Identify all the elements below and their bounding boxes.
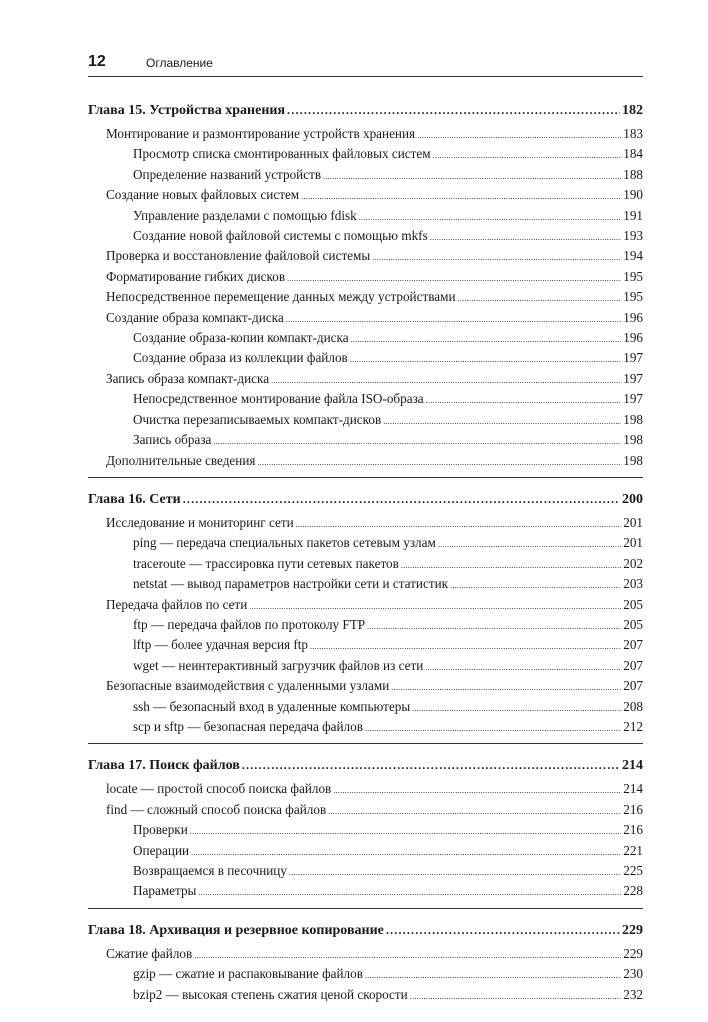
toc-section-title: Запись образа компакт-диска [106, 370, 270, 386]
toc-subsection-title: Создание образа из коллекции файлов [133, 350, 348, 366]
toc-section [88, 288, 643, 308]
page-number: 12 [88, 53, 106, 70]
toc-subsection-title: Очистка перезаписываемых компакт-дисков [133, 411, 382, 427]
chapter-heading [88, 100, 643, 121]
toc-subsection-page: 230 [623, 966, 643, 982]
dot-leader [323, 168, 621, 186]
toc-section-title: Проверка и восстановление файловой системы [106, 248, 371, 264]
toc-section-title: Создание образа компакт-диска [106, 309, 284, 325]
dot-leader [333, 782, 621, 800]
toc-subsection-page: 208 [623, 698, 643, 714]
toc-section-title: Исследование и мониторинг сети [106, 514, 294, 530]
dot-leader [289, 864, 621, 882]
toc-section [88, 309, 643, 329]
toc-subsection [88, 329, 643, 349]
toc-subsection-page: 196 [623, 330, 643, 346]
toc-section [88, 945, 643, 965]
toc-section-page: 196 [623, 309, 643, 325]
dot-leader [359, 209, 621, 227]
toc-subsection [88, 718, 643, 738]
toc-section-title: Сжатие файлов [106, 945, 193, 961]
dot-leader [328, 803, 621, 821]
dot-leader [450, 577, 621, 595]
toc-subsection [88, 390, 643, 410]
toc-subsection-title: Проверки [133, 822, 188, 838]
toc-subsection-page: 201 [623, 535, 643, 551]
dot-leader [386, 920, 620, 940]
toc-section-page: 229 [623, 945, 643, 961]
toc-subsection-title: Просмотр списка смонтированных файловых систем [133, 146, 431, 162]
toc-section [88, 677, 643, 697]
dot-leader [430, 229, 622, 247]
toc-section-title: Создание новых файловых систем [106, 187, 300, 203]
toc-subsection-title: wget — неинтерактивный загрузчик файлов из сети [133, 657, 424, 673]
toc-subsection [88, 616, 643, 636]
toc-subsection-title: Непосредственное монтирование файла ISO-образа [133, 391, 424, 407]
toc-subsection-title: bzip2 — высокая степень сжатия ценой скорости [133, 986, 408, 1002]
dot-leader [183, 489, 620, 509]
toc-subsection-page: 225 [623, 863, 643, 878]
toc-section-page: 194 [623, 248, 643, 264]
toc-section-title: Дополнительные сведения [106, 452, 256, 468]
dot-leader [191, 844, 621, 862]
chapter-section [88, 920, 643, 1011]
chapter-section [88, 755, 643, 908]
toc-section-title: Форматирование гибких дисков [106, 268, 286, 284]
toc-subsection [88, 636, 643, 656]
dot-leader [301, 188, 621, 206]
toc-subsection-page: 197 [623, 350, 643, 366]
toc-subsection-page: 198 [623, 411, 643, 427]
toc-subsection-page: 228 [623, 883, 643, 899]
toc-section-title: find — сложный способ поиска файлов [106, 801, 327, 817]
toc-subsection-title: Параметры [133, 883, 197, 899]
dot-leader [412, 700, 621, 718]
toc-section-title: Непосредственное перемещение данных между устройствами [106, 289, 456, 305]
running-header [88, 52, 643, 77]
chapter-heading-title: Глава 18. Архивация и резервное копирование [88, 922, 384, 938]
toc-section-page: 207 [623, 678, 643, 694]
chapter-heading-page: 182 [622, 103, 643, 118]
toc-section-title: Безопасные взаимодействия с удаленными узлами [106, 678, 390, 694]
dot-leader [410, 988, 621, 1006]
chapter-heading-page: 214 [622, 758, 643, 774]
toc-section-page: 201 [623, 514, 643, 530]
toc-section-page: 214 [623, 781, 643, 797]
toc-subsection-title: Создание образа-копии компакт-диска [133, 330, 349, 346]
toc-section [88, 452, 643, 472]
toc-section-page: 190 [623, 187, 643, 203]
toc-section [88, 514, 643, 534]
dot-leader [286, 311, 622, 329]
dot-leader [310, 638, 621, 656]
toc-section-title: locate — простой способ поиска файлов [106, 781, 332, 797]
dot-leader [425, 659, 621, 677]
dot-leader [367, 618, 621, 636]
toc-subsection-page: 203 [623, 576, 643, 592]
dot-leader [257, 454, 621, 472]
dot-leader [417, 127, 621, 145]
dot-leader [198, 884, 621, 902]
toc-subsection [88, 821, 643, 841]
chapter-section [88, 489, 643, 744]
dot-leader [296, 516, 622, 534]
toc-subsection [88, 227, 643, 247]
toc-subsection-title: gzip — сжатие и распаковывание файлов [133, 966, 363, 982]
toc-section-page: 198 [623, 452, 643, 468]
dot-leader [242, 755, 620, 775]
toc-subsection-page: 205 [623, 616, 643, 632]
toc-subsection [88, 534, 643, 554]
toc-section [88, 801, 643, 821]
toc-subsection-title: Определение названий устройств [133, 166, 322, 182]
toc-subsection-title: ping — передача специальных пакетов сетевым узлам [133, 535, 436, 551]
dot-leader [287, 270, 621, 288]
toc-subsection [88, 986, 643, 1006]
toc-subsection-title: ftp — передача файлов по протоколу FTP [133, 616, 366, 632]
toc-subsection-page: 198 [623, 432, 643, 448]
toc-subsection-title: ssh — безопасный вход в удаленные компьютеры [133, 698, 411, 714]
dot-leader [194, 947, 621, 965]
toc-subsection-page: 232 [623, 986, 643, 1002]
toc-subsection [88, 411, 643, 431]
dot-leader [287, 100, 620, 120]
toc-subsection-page: 207 [623, 637, 643, 653]
toc-subsection-page: 207 [623, 657, 643, 673]
toc-section [88, 247, 643, 267]
toc-subsection-title: Запись образа [133, 432, 212, 448]
chapter-heading-page: 229 [622, 922, 643, 938]
toc-section [88, 125, 643, 145]
toc-section [88, 186, 643, 206]
chapter-heading [88, 489, 643, 510]
toc-subsection-page: 221 [623, 842, 643, 858]
toc-subsection [88, 349, 643, 369]
dot-leader [365, 720, 621, 738]
toc-subsection-title: lftp — более удачная версия ftp [133, 637, 309, 653]
toc-subsection [88, 965, 643, 985]
toc-section-page: 183 [623, 126, 643, 141]
dot-leader [433, 147, 622, 165]
toc-subsection-title: netstat — вывод параметров настройки сети и статистик [133, 576, 449, 592]
chapter-heading-title: Глава 15. Устройства хранения [88, 103, 286, 118]
chapter-heading-title: Глава 17. Поиск файлов [88, 758, 240, 774]
table-of-contents [88, 100, 643, 1022]
toc-subsection-page: 188 [623, 166, 643, 182]
toc-section [88, 370, 643, 390]
chapter-heading [88, 755, 643, 776]
chapter-heading-page: 200 [622, 491, 643, 507]
dot-leader [351, 331, 622, 349]
toc-subsection-page: 212 [623, 718, 643, 734]
toc-subsection-page: 191 [623, 207, 643, 223]
toc-subsection [88, 842, 643, 862]
toc-subsection [88, 657, 643, 677]
toc-section [88, 596, 643, 616]
toc-subsection [88, 166, 643, 186]
toc-section [88, 780, 643, 800]
toc-subsection [88, 882, 643, 902]
dot-leader [401, 557, 621, 575]
toc-section-page: 195 [623, 268, 643, 284]
toc-subsection-page: 216 [623, 822, 643, 838]
toc-subsection-page: 184 [623, 146, 643, 162]
dot-leader [438, 536, 621, 554]
dot-leader [426, 392, 622, 410]
toc-section-page: 216 [623, 801, 643, 817]
dot-leader [213, 433, 621, 451]
running-title: Оглавление [146, 56, 213, 70]
toc-section-title: Передача файлов по сети [106, 596, 248, 612]
dot-leader [365, 967, 621, 985]
toc-subsection-title: scp и sftp — безопасная передача файлов [133, 718, 363, 734]
toc-subsection [88, 862, 643, 882]
toc-subsection-title: Операции [133, 842, 190, 858]
toc-subsection-page: 193 [623, 228, 643, 244]
dot-leader [249, 598, 621, 616]
toc-subsection-title: Создание новой файловой системы с помощью mkfs [133, 228, 428, 244]
toc-subsection [88, 575, 643, 595]
toc-subsection-title: Возвращаемся в песочницу [133, 863, 287, 878]
toc-subsection-page: 197 [623, 391, 643, 407]
toc-subsection [88, 698, 643, 718]
toc-subsection [88, 207, 643, 227]
dot-leader [383, 413, 621, 431]
dot-leader [391, 679, 621, 697]
toc-subsection [88, 145, 643, 165]
dot-leader [190, 823, 621, 841]
dot-leader [271, 372, 621, 390]
toc-subsection-page: 202 [623, 555, 643, 571]
toc-section-page: 195 [623, 289, 643, 305]
toc-section [88, 268, 643, 288]
toc-subsection [88, 431, 643, 451]
toc-subsection [88, 555, 643, 575]
toc-subsection-title: Управление разделами с помощью fdisk [133, 207, 357, 223]
toc-section-page: 197 [623, 370, 643, 386]
toc-section-page: 205 [623, 596, 643, 612]
toc-section-title: Монтирование и размонтирование устройств хранения [106, 126, 416, 141]
dot-leader [458, 290, 622, 308]
dot-leader [372, 249, 621, 267]
chapter-heading-title: Глава 16. Сети [88, 491, 181, 507]
chapter-section [88, 100, 643, 478]
toc-subsection-title: traceroute — трассировка пути сетевых пакетов [133, 555, 399, 571]
dot-leader [350, 351, 621, 369]
chapter-heading [88, 920, 643, 941]
